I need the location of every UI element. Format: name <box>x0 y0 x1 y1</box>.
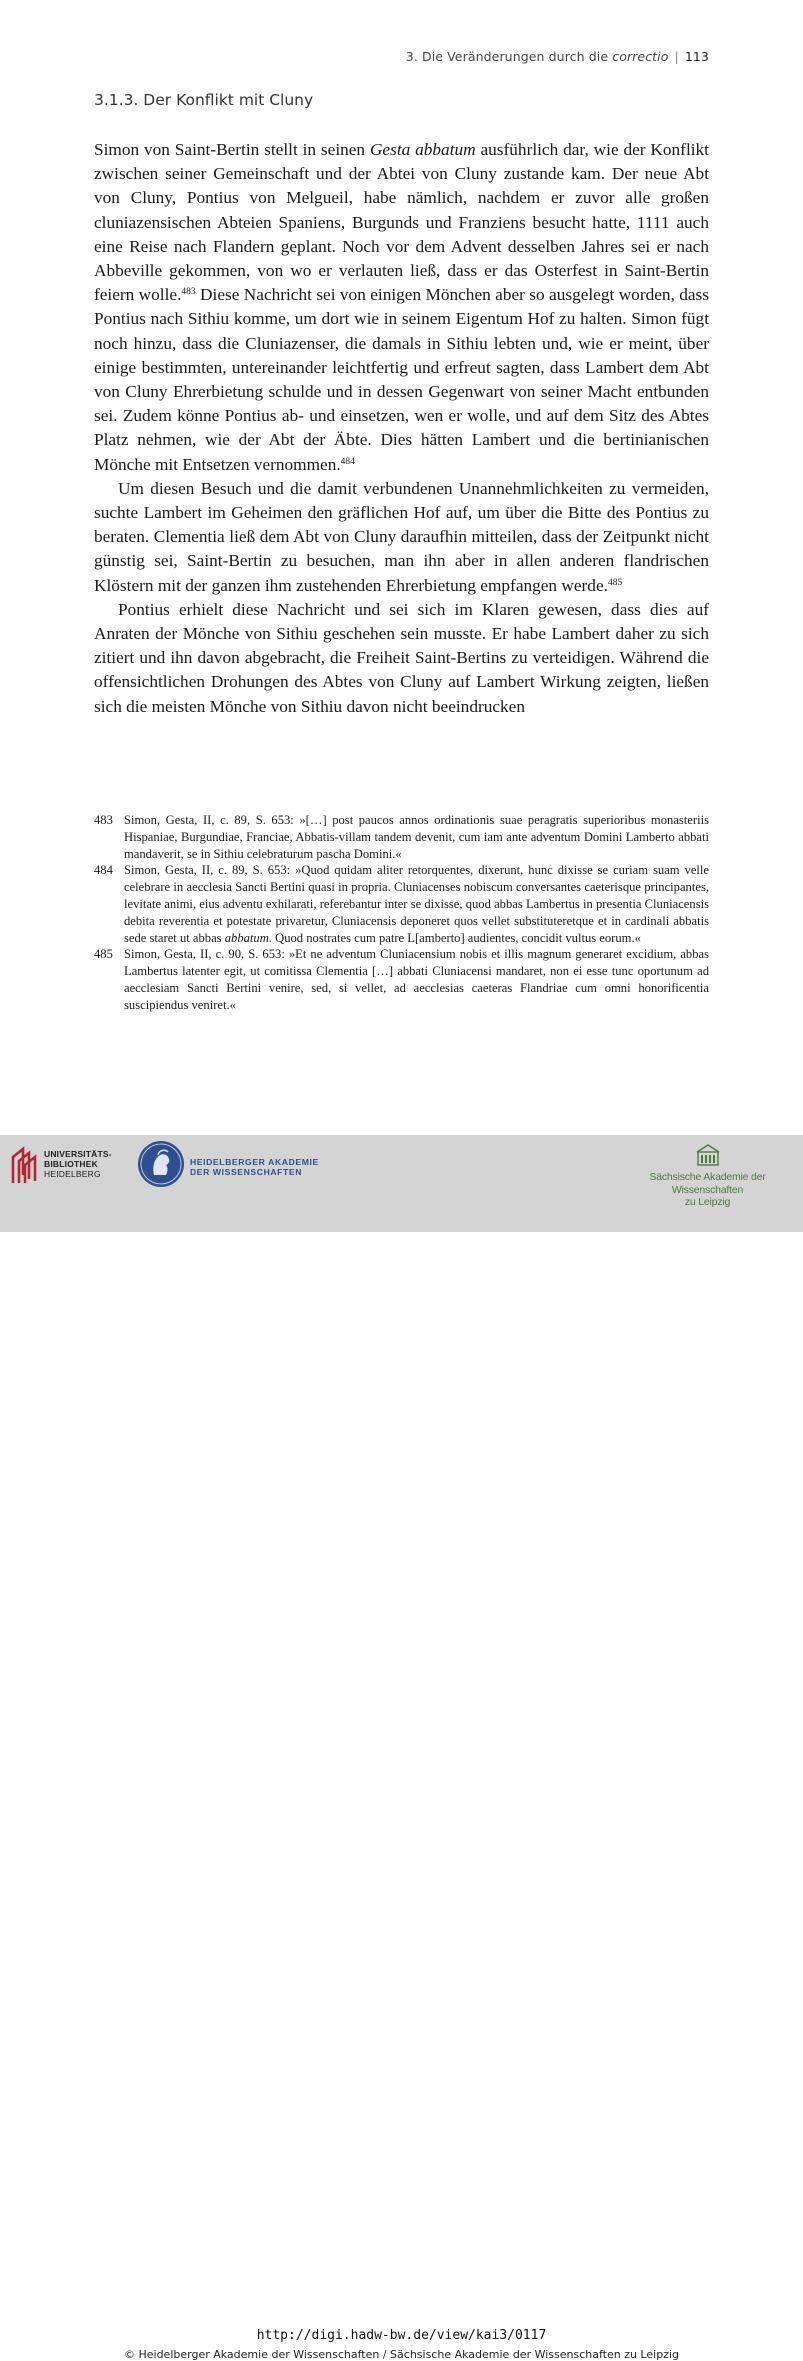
footnote-text: Simon, Gesta, II, c. 89, S. 653: »[…] post paucos annos ordinationis suae peragratis superioribus monasteriis Hispaniae, Burgundiae, Franciae, Abbatis-villam tandem devenit, cum iam ante adventum Domini Lamberto abbati mandaverit, se in Sithiu celebraturum pascha Domini.« <box>124 813 709 861</box>
running-head-separator: | <box>674 49 679 64</box>
paragraph-3 <box>94 598 709 719</box>
ub-heidelberg-logo[interactable] <box>10 1145 130 1187</box>
footnotes <box>94 812 709 1014</box>
saw-leipzig-logo[interactable] <box>620 1143 795 1208</box>
running-head-text: 3. Die Veränderungen durch die <box>405 49 613 64</box>
text-run: Um diesen Besuch und die damit verbundenen Unannehmlichkeiten zu vermeiden, suchte Lambert im Geheimen den gräflichen Hof auf, um über die Bitte des Pontius zu beraten. Clementia ließ dem Abt von Cluny daraufhin mitteilen, dass der Zeitpunkt nicht günstig sei, Saint-Bertin zu besuchen, man ihn aber in allen anderen flandrischen Klöstern mit der ganzen ihm zustehenden Ehrerbietung empfangen werde. <box>94 478 709 595</box>
italic-title: Gesta abbatum <box>369 140 476 159</box>
saw-line: zu Leipzig <box>684 1196 731 1208</box>
footnote-ref[interactable]: 483 <box>181 287 196 298</box>
running-head-italic: correctio <box>612 49 669 64</box>
text-run: ausführlich dar, wie der Konflikt zwischen seiner Gemeinschaft und der Abtei von Cluny zustande kam. Der neue Abt von Cluny, Pontius von Melgueil, habe nämlich, nachdem er zuvor alle großen cluniazensischen Abteien Spaniens, Burgunds und Franziens besucht hatte, 1111 auch eine Reise nach Flandern geplant. Noch vor dem Advent desselben Jahres sei er nach Abbeville gekommen, von wo er verlauten ließ, dass er das Osterfest in Saint-Bertin feiern wolle. <box>94 140 709 305</box>
text-run: Diese Nachricht sei von einigen Mönchen aber so ausgelegt worden, dass Pontius nach Sithiu komme, um dort wie in seinem Eigentum Hof zu halten. Simon fügt noch hinzu, dass die Cluniazenser, die damals in Sithiu lebten und, wie er meint, über einige bestimmten, untereinander leichtfertig und erfreut sagten, dass Lambert dem Abt von Cluny Ehrerbietung schulde und in dessen Gegenwart von seiner Macht entbunden sei. Zudem könne Pontius ab- und einsetzen, wen er wolle, und auf dem Sitz des Abtes Platz nehmen, wie der Abt der Äbte. Dies hätten Lambert und die bertinianischen Mönche mit Entsetzen vernommen. <box>94 285 709 474</box>
running-head <box>406 49 709 64</box>
footnote <box>94 946 709 1013</box>
permalink-url[interactable]: http://digi.hadw-bw.de/view/kai3/0117 <box>256 2328 547 2343</box>
hadw-line: HEIDELBERGER AKADEMIE <box>190 1157 319 1167</box>
text-run: Simon von Saint-Bertin stellt in seinen <box>94 140 370 159</box>
hadw-line: DER WISSENSCHAFTEN <box>190 1167 303 1177</box>
italic-word: abbatum <box>224 930 269 945</box>
page-number: 113 <box>684 49 709 64</box>
saw-text <box>620 1171 795 1209</box>
ub-heidelberg-mark-icon <box>10 1145 38 1185</box>
footer-bar <box>0 1135 803 2361</box>
footnote <box>94 812 709 862</box>
text-run: Simon, Gesta, II, c. 89, S. 653: »Quod quidam aliter retorquentes, dixerunt, hunc dixisse se curiam suam velle celebrare in aecclesia Sancti Bertini quasi in propria. Cluniacenses nobiscum conversantes caeterisque principantes, levitate animi, eius adventu exhilarati, referebantur inter se dixisse, quod abbas Lambertus in presentia Cluniacensis debita reverentia et potestate privaretur, Cluniacensis deponeret quos vellet substituteretque et in cardinali abbatis sede staret ut abbas <box>124 863 709 945</box>
ub-line: UNIVERSITÄTS- <box>44 1149 112 1159</box>
footnote-number: 483 <box>94 813 113 827</box>
paragraph-2 <box>94 477 709 598</box>
footnote-number: 484 <box>94 863 113 878</box>
ub-line: BIBLIOTHEK <box>44 1159 98 1169</box>
saw-line: Sächsische Akademie der Wissenschaften <box>649 1171 766 1196</box>
ub-heidelberg-text <box>44 1149 112 1179</box>
saw-building-icon <box>696 1143 720 1167</box>
body-text <box>94 138 709 719</box>
footnote-number: 485 <box>94 947 113 962</box>
hadw-logo[interactable] <box>138 1141 338 1191</box>
minerva-seal-icon <box>138 1141 184 1187</box>
copyright-notice: © Heidelberger Akademie der Wissenschaften / Sächsische Akademie der Wissenschaften zu Leipzig <box>123 2348 679 2361</box>
footnote-ref[interactable]: 484 <box>340 456 355 467</box>
footnote-text: Simon, Gesta, II, c. 90, S. 653: »Et ne adventum Cluniacensium nobis et illis magnum generaret excidium, abbas Lambertus latenter egit, ut comitissa Clementia […] abbati Cluniacensi mandaret, non ei esse tunc oportunum ad aecclesiam Sancti Bertini venire, sed, si vellet, ad aecclesias caeteras Flandriae cum omni honorificentia suscipiendus veniret.« <box>124 947 709 1012</box>
ub-line: HEIDELBERG <box>44 1169 101 1179</box>
text-run: Pontius erhielt diese Nachricht und sei sich im Klaren gewesen, dass dies auf Anraten der Mönche von Sithiu geschehen sein musste. Er habe Lambert daher zu sich zitiert und ihn davon abgebracht, die Freiheit Saint-Bertins zu verteidigen. Während die offensichtlichen Drohungen des Abtes von Cluny auf Lambert Wirkung zeigten, ließen sich die meisten Mönche von Sithiu davon nicht beeindrucken <box>94 599 709 716</box>
hadw-text <box>190 1157 319 1177</box>
paragraph-1 <box>94 138 709 477</box>
text-run: . Quod nostrates cum patre L[amberto] audientes, concidit vultus eorum.« <box>268 930 641 945</box>
book-page <box>0 0 803 1135</box>
footnote-text <box>124 862 709 946</box>
footnote <box>94 862 709 946</box>
section-heading: 3.1.3. Der Konflikt mit Cluny <box>94 91 314 109</box>
footnote-ref[interactable]: 485 <box>607 577 623 588</box>
